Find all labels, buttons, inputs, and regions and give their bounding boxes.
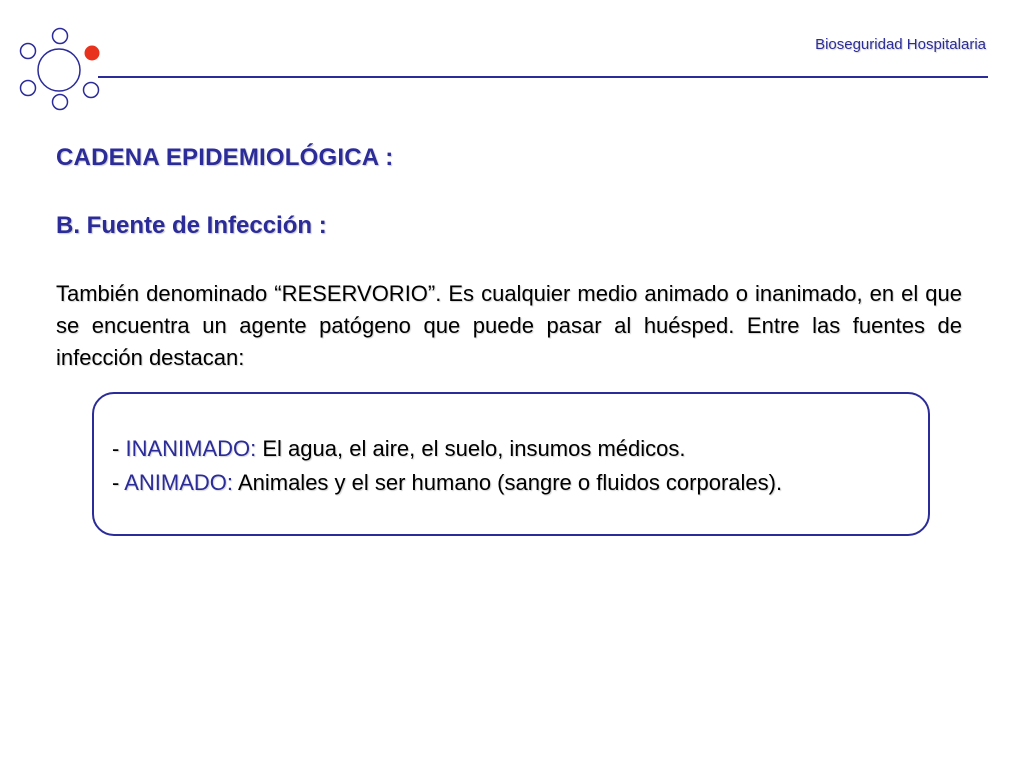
infection-sources-box: [92, 392, 930, 536]
list-description: Animales y el ser humano (sangre o fluidos corporales).: [233, 470, 783, 495]
body-paragraph: También denominado “RESERVORIO”. Es cualquier medio animado o inanimado, en el que se encuentra un agente patógeno que puede pasar al huésped. Entre las fuentes de infección destacan:: [56, 281, 962, 370]
list-colon: :: [226, 470, 234, 495]
list-colon: :: [250, 436, 257, 461]
list-item: [112, 434, 685, 464]
slide-title: CADENA EPIDEMIOLÓGICA :: [56, 144, 394, 171]
list-dash: -: [112, 436, 126, 461]
header-divider: [98, 76, 988, 78]
list-dash: -: [112, 470, 125, 495]
circles-logo-icon: [14, 24, 114, 114]
header-brand: Bioseguridad Hospitalaria: [815, 36, 986, 53]
list-term: INANIMADO: [125, 436, 251, 461]
list-description: El agua, el aire, el suelo, insumos médicos.: [256, 436, 686, 461]
list-term: ANIMADO: [124, 470, 227, 495]
slide-subtitle: B. Fuente de Infección :: [56, 212, 327, 239]
list-item: [112, 468, 782, 498]
